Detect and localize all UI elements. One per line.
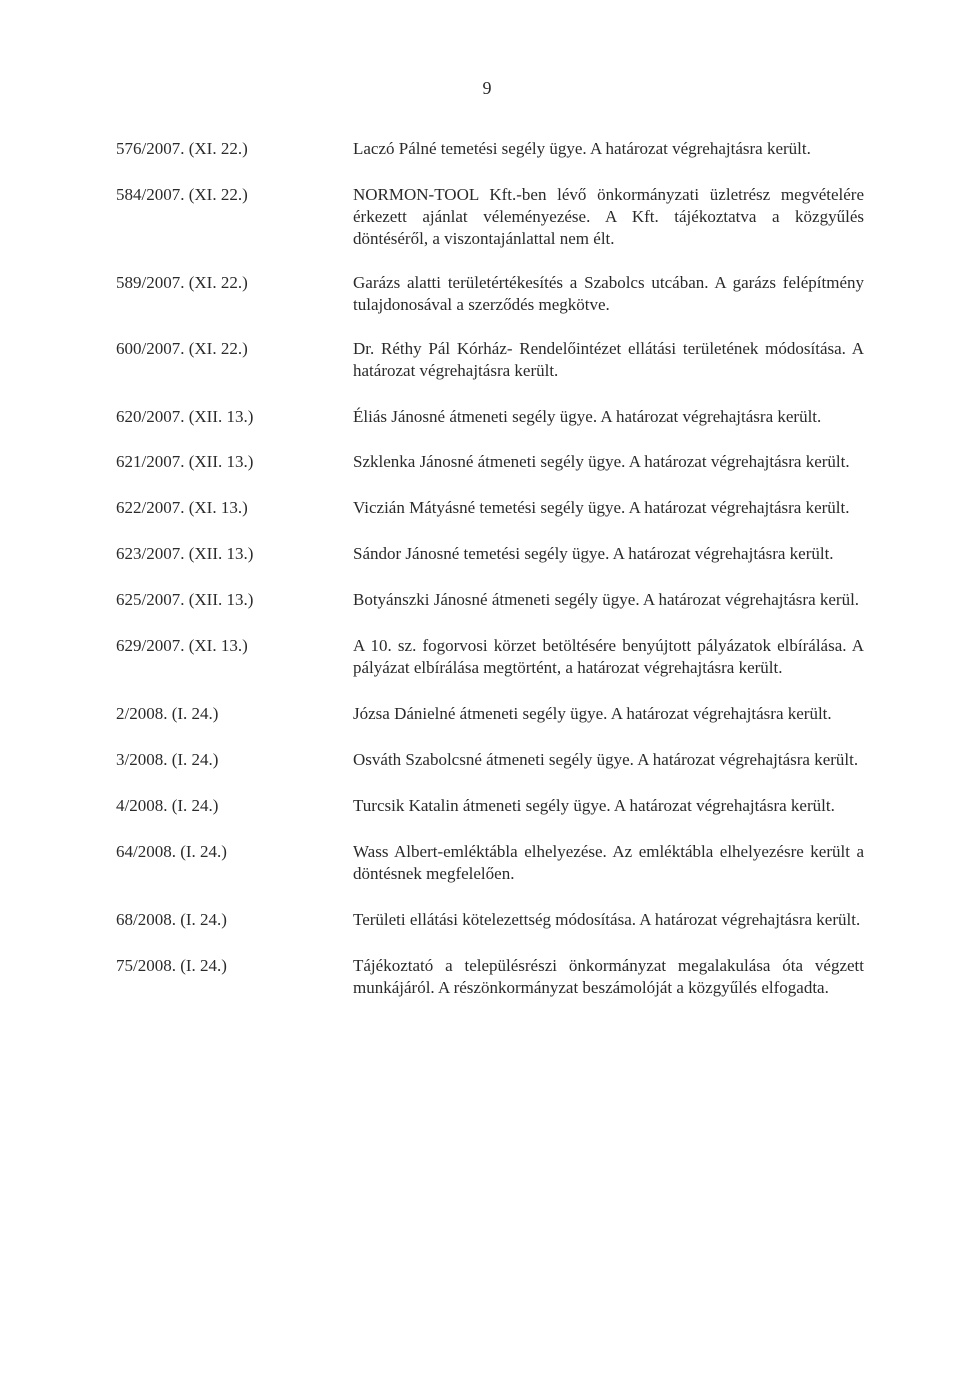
resolution-text: Viczián Mátyásné temetési segély ügye. A határozat végrehajtásra került. — [353, 498, 850, 517]
resolution-list — [116, 138, 864, 999]
resolution-text: Laczó Pálné temetési segély ügye. A határozat végrehajtásra került. — [353, 139, 811, 158]
resolution-number: 64/2008. (I. 24.) — [116, 842, 227, 861]
resolution-entry — [116, 184, 864, 250]
resolution-number: 629/2007. (XI. 13.) — [116, 636, 248, 655]
resolution-entry — [116, 589, 864, 611]
resolution-number: 600/2007. (XI. 22.) — [116, 339, 248, 358]
resolution-number: 2/2008. (I. 24.) — [116, 704, 219, 723]
resolution-text: NORMON-TOOL Kft.-ben lévő önkormányzati üzletrész megvételére érkezett ajánlat véleményezése. A Kft. tájékoztatva a közgyűlés döntéséről, a viszontajánlattal nem élt. — [353, 185, 864, 248]
resolution-entry — [116, 795, 864, 817]
resolution-number: 622/2007. (XI. 13.) — [116, 498, 248, 517]
resolution-entry — [116, 497, 864, 519]
resolution-entry — [116, 406, 864, 428]
resolution-text: Éliás Jánosné átmeneti segély ügye. A határozat végrehajtásra került. — [353, 407, 822, 426]
resolution-entry — [116, 451, 864, 473]
resolution-entry — [116, 272, 864, 316]
resolution-entry — [116, 909, 864, 931]
resolution-text: Sándor Jánosné temetési segély ügye. A határozat végrehajtásra került. — [353, 544, 834, 563]
resolution-text: Botyánszki Jánosné átmeneti segély ügye. A határozat végrehajtásra kerül. — [353, 590, 860, 609]
page-number: 9 — [482, 78, 492, 98]
resolution-text: A 10. sz. fogorvosi körzet betöltésére benyújtott pályázatok elbírálása. A pályázat elbírálása megtörtént, a határozat végrehajtásra került. — [353, 636, 864, 677]
resolution-text: Területi ellátási kötelezettség módosítása. A határozat végrehajtásra került. — [353, 910, 861, 929]
resolution-entry — [116, 635, 864, 679]
resolution-number: 584/2007. (XI. 22.) — [116, 185, 248, 204]
resolution-text: Szklenka Jánosné átmeneti segély ügye. A határozat végrehajtásra került. — [353, 452, 850, 471]
resolution-text: Garázs alatti területértékesítés a Szabolcs utcában. A garázs felépítmény tulajdonosával a szerződés megkötve. — [353, 273, 864, 314]
resolution-text: Turcsik Katalin átmeneti segély ügye. A határozat végrehajtásra került. — [353, 796, 835, 815]
resolution-number: 576/2007. (XI. 22.) — [116, 139, 248, 158]
resolution-number: 68/2008. (I. 24.) — [116, 910, 227, 929]
resolution-text: Dr. Réthy Pál Kórház- Rendelőintézet ellátási területének módosítása. A határozat végrehajtásra került. — [353, 339, 864, 380]
resolution-entry — [116, 543, 864, 565]
resolution-number: 625/2007. (XII. 13.) — [116, 590, 254, 609]
resolution-number: 589/2007. (XI. 22.) — [116, 273, 248, 292]
resolution-number: 623/2007. (XII. 13.) — [116, 544, 254, 563]
resolution-entry — [116, 955, 864, 999]
resolution-text: Osváth Szabolcsné átmeneti segély ügye. A határozat végrehajtásra került. — [353, 750, 859, 769]
resolution-text: Józsa Dánielné átmeneti segély ügye. A határozat végrehajtásra került. — [353, 704, 832, 723]
resolution-entry — [116, 703, 864, 725]
resolution-text: Tájékoztató a településrészi önkormányzat megalakulása óta végzett munkájáról. A részönkormányzat beszámolóját a közgyűlés elfogadta. — [353, 956, 864, 997]
resolution-entry — [116, 138, 864, 160]
resolution-text: Wass Albert-emléktábla elhelyezése. Az emléktábla elhelyezésre került a döntésnek megfelelően. — [353, 842, 864, 883]
resolution-entry — [116, 338, 864, 382]
resolution-number: 621/2007. (XII. 13.) — [116, 452, 254, 471]
resolution-number: 620/2007. (XII. 13.) — [116, 407, 254, 426]
resolution-entry — [116, 841, 864, 885]
resolution-number: 4/2008. (I. 24.) — [116, 796, 219, 815]
resolution-number: 3/2008. (I. 24.) — [116, 750, 219, 769]
resolution-number: 75/2008. (I. 24.) — [116, 956, 227, 975]
resolution-entry — [116, 749, 864, 771]
